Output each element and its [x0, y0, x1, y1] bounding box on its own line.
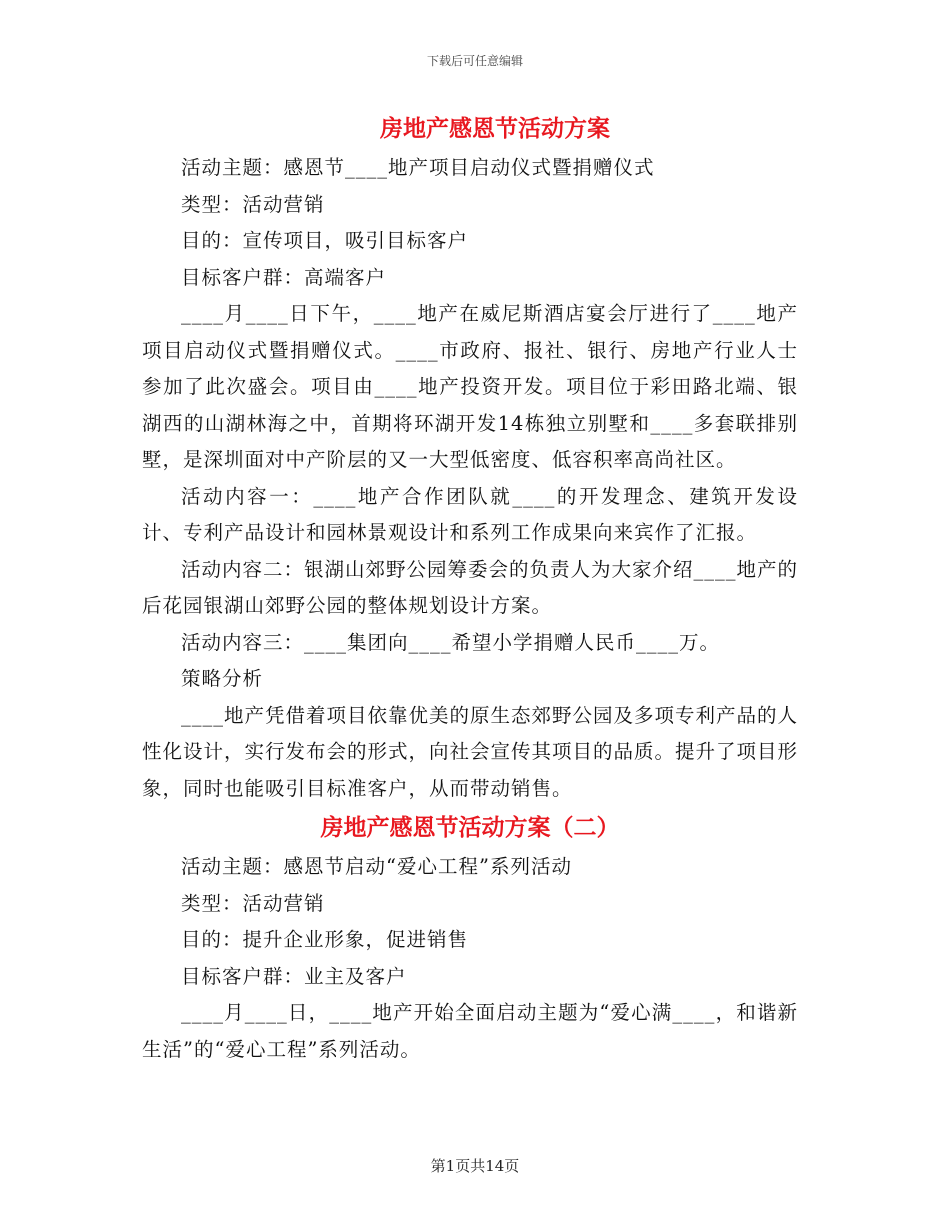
s1-strategy-heading: 策略分析 — [181, 667, 264, 690]
s2-purpose: 目的：提升企业形象，促进销售 — [181, 928, 469, 951]
s1-type: 类型：活动营销 — [181, 192, 325, 216]
s2-target-group: 目标客户群：业主及客户 — [181, 964, 407, 988]
s1-content-three: 活动内容三：____集团向____希望小学捐赠人民币____万。 — [181, 630, 721, 654]
page-number: 第1页共14页 — [430, 1157, 520, 1175]
header-note: 下载后可任意编辑 — [426, 54, 523, 68]
s1-target-group: 目标客户群：高端客户 — [181, 265, 387, 289]
s1-strategy-text: ____地产凭借着项目依靠优美的原生态郊野公园及多项专利产品的人性化设计，实行发布会的形式，向社会宣传其项目的品质。提升了项目形象，同时也能吸引目标准客户，从而带动销售。 — [142, 703, 799, 800]
s2-theme: 活动主题：感恩节启动“爱心工程”系列活动 — [181, 855, 572, 878]
section1-title: 房地产感恩节活动方案 — [380, 115, 610, 142]
s1-theme: 活动主题：感恩节____地产项目启动仪式暨捐赠仪式 — [181, 156, 655, 179]
s1-content-two: 活动内容二：银湖山郊野公园筹委会的负责人为大家介绍____地产的后花园银湖山郊野公园的整体规划设计方案。 — [142, 557, 799, 617]
document-body — [142, 108, 798, 1068]
s1-content-one: 活动内容一：____地产合作团队就____的开发理念、建筑开发设计、专利产品设计和园林景观设计和系列工作成果向来宾作了汇报。 — [142, 484, 798, 544]
section2-title: 房地产感恩节活动方案（二） — [320, 814, 620, 841]
s1-event-description: ____月____日下午，____地产在威尼斯酒店宴会厅进行了____地产项目启动仪式暨捐赠仪式。____市政府、报社、银行、房地产行业人士参加了此次盛会。项目由____地产投资开发。项目位于彩田路北端、银湖西的山湖林海之中，首期将环湖开发14栋独立别墅和____多套联排别墅，是深圳面对中产阶层的又一大型低密度、低容积率高尚社区。 — [142, 302, 798, 471]
s2-event-description: ____月____日，____地产开始全面启动主题为“爱心满____，和谐新生活”的“爱心工程”系列活动。 — [142, 1001, 798, 1061]
s1-purpose: 目的：宣传项目，吸引目标客户 — [181, 229, 469, 252]
s2-type: 类型：活动营销 — [181, 891, 325, 915]
